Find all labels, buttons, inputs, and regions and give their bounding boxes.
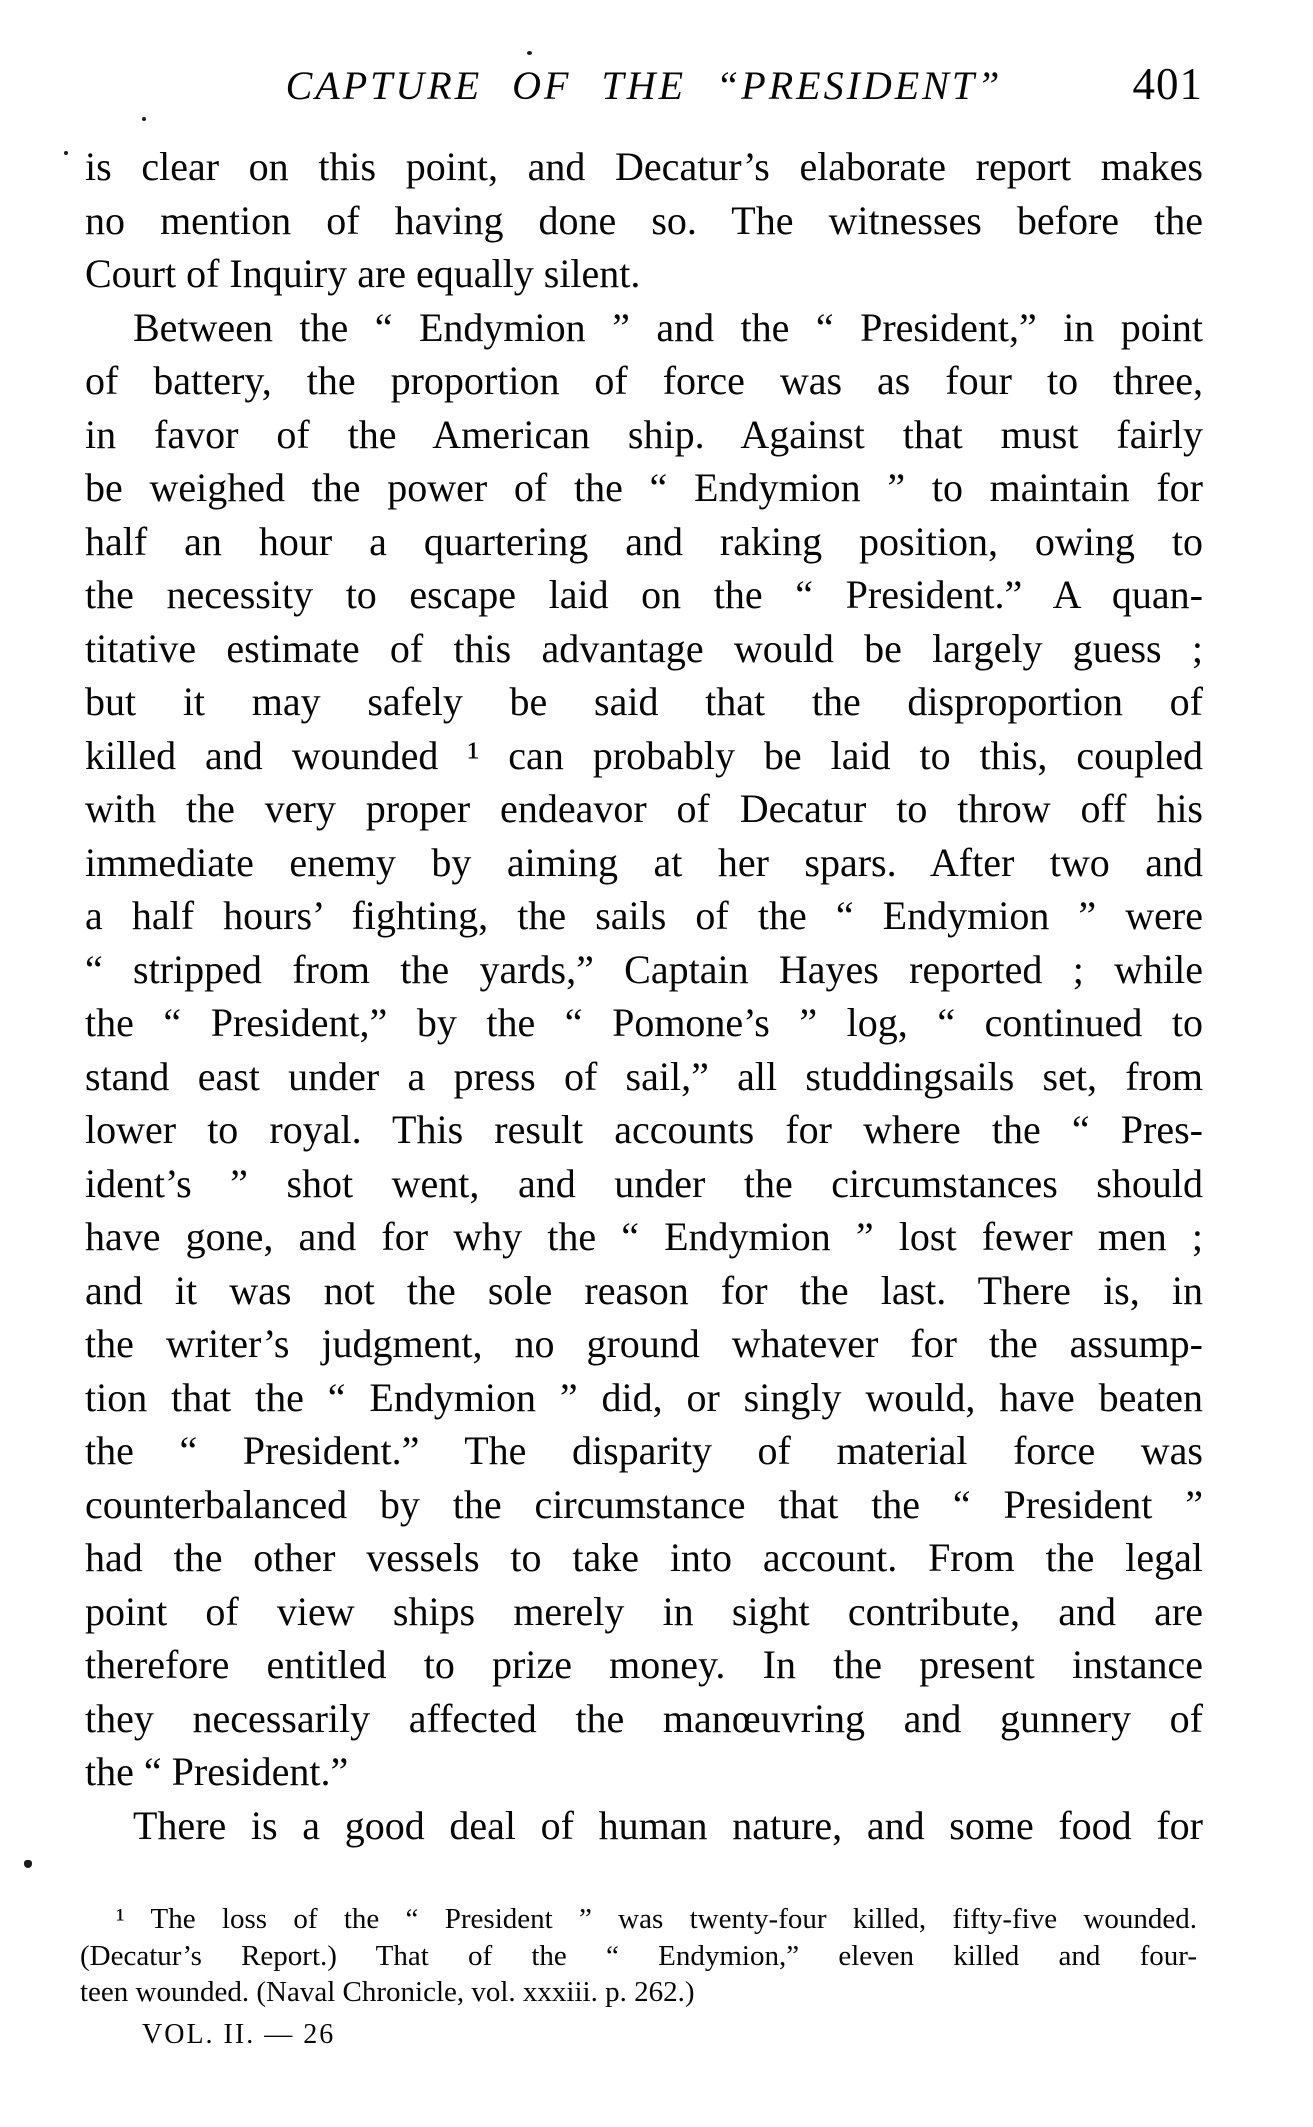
body-line: with the very proper endeavor of Decatur to throw off his xyxy=(85,786,1203,831)
ink-speck xyxy=(142,117,146,121)
body-line: a half hours’ fighting, the sails of the “ Endymion ” were xyxy=(85,893,1203,938)
page-number: 401 xyxy=(1132,59,1203,109)
page-header xyxy=(85,60,1203,110)
body-line: the necessity to escape laid on the “ President.” A quan- xyxy=(85,572,1203,617)
body-line: immediate enemy by aiming at her spars. After two and xyxy=(85,839,1203,885)
body-line: stand east under a press of sail,” all studdingsails set, from xyxy=(85,1053,1203,1099)
body-line: but it may safely be said that the disproportion of xyxy=(85,679,1203,724)
body-line: the “ President.” xyxy=(85,1749,349,1794)
body-line: There is a good deal of human nature, and some food for xyxy=(133,1802,1203,1848)
body-line: and it was not the sole reason for the last. There is, in xyxy=(85,1267,1203,1313)
body-line: lower to royal. This result accounts for where the “ Pres- xyxy=(85,1107,1203,1152)
body-line: is clear on this point, and Decatur’s elaborate report makes xyxy=(85,144,1203,189)
footnote-line: ¹ The loss of the “ President ” was twenty-four killed, fifty-five wounded. xyxy=(116,1903,1197,1935)
footnote-line: (Decatur’s Report.) That of the “ Endymion,” eleven killed and four- xyxy=(80,1939,1197,1972)
body-line: titative estimate of this advantage would be largely guess ; xyxy=(85,625,1203,671)
footnote xyxy=(80,1901,1197,2011)
body-line: the “ President,” by the “ Pomone’s ” log, “ continued to xyxy=(85,1000,1203,1045)
body-line: in favor of the American ship. Against that must fairly xyxy=(85,411,1203,457)
footnote-line: teen wounded. (Naval Chronicle, vol. xxxiii. p. 262.) xyxy=(80,1976,695,2008)
body-line: counterbalanced by the circumstance that the “ President ” xyxy=(85,1481,1203,1527)
body-line: tion that the “ Endymion ” did, or singly would, have beaten xyxy=(85,1374,1203,1420)
body-line: killed and wounded ¹ can probably be laid to this, coupled xyxy=(85,732,1203,778)
running-title: CAPTURE OF THE “PRESIDENT” xyxy=(285,63,1003,108)
ink-speck xyxy=(24,1860,32,1868)
body-line: “ stripped from the yards,” Captain Hayes reported ; while xyxy=(85,946,1203,992)
body-line: the writer’s judgment, no ground whatever for the assump- xyxy=(85,1321,1203,1366)
body-line: the “ President.” The disparity of material force was xyxy=(85,1428,1203,1473)
body-line: point of view ships merely in sight contribute, and are xyxy=(85,1588,1203,1634)
body-text xyxy=(85,140,1203,1852)
body-line: had the other vessels to take into account. From the legal xyxy=(85,1535,1203,1580)
body-line: Court of Inquiry are equally silent. xyxy=(85,251,641,296)
ink-speck xyxy=(527,51,532,55)
body-line: Between the “ Endymion ” and the “ President,” in point xyxy=(133,304,1203,350)
volume-signature: VOL. II. — 26 xyxy=(142,2019,336,2050)
body-line: of battery, the proportion of force was as four to three, xyxy=(85,358,1203,403)
body-line: ident’s ” shot went, and under the circumstances should xyxy=(85,1160,1203,1206)
body-line: be weighed the power of the “ Endymion ” to maintain for xyxy=(85,465,1203,510)
body-line: therefore entitled to prize money. In the present instance xyxy=(85,1642,1203,1687)
ink-speck xyxy=(64,151,68,155)
body-line: they necessarily affected the manœuvring and gunnery of xyxy=(85,1695,1203,1741)
body-line: have gone, and for why the “ Endymion ” lost fewer men ; xyxy=(85,1214,1203,1259)
body-line: no mention of having done so. The witnesses before the xyxy=(85,197,1203,243)
body-line: half an hour a quartering and raking position, owing to xyxy=(85,518,1203,564)
